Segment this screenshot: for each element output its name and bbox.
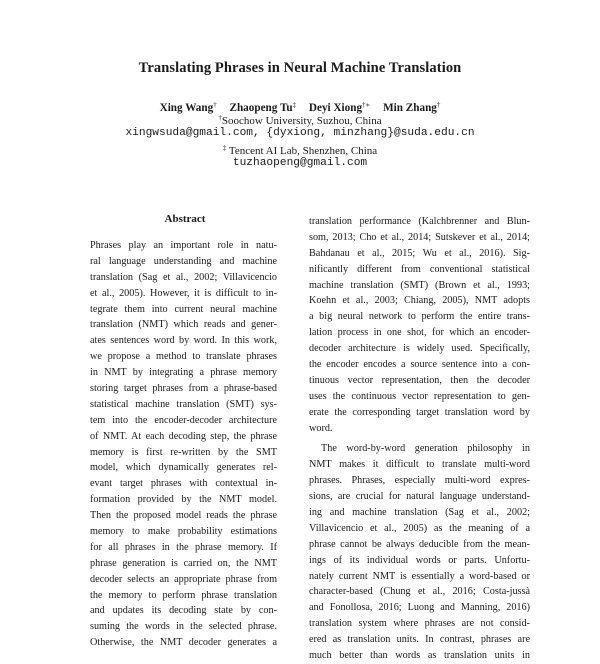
abstract-line: in NMT by integrating a phrase memory (90, 367, 277, 379)
paragraph-2-line: NMT makes it difficult to translate multi-word (309, 459, 530, 471)
abstract-line: evant target phrases with contextual in- (90, 478, 277, 490)
paragraph-1-line: word. (309, 422, 333, 434)
paragraph-1-line: lation process in one shot, for which an encoder- (309, 327, 530, 339)
abstract-line: et al., 2005). However, it is difficult to in- (90, 287, 277, 299)
paragraph-1-line: uses the continuous vector representation to gen- (309, 390, 530, 402)
paragraph-2-line: much better than words as translation units in (309, 650, 530, 662)
paragraph-2-line: Villavicencio et al., 2005) as the meaning of a (309, 522, 530, 534)
abstract-line: we propose a method to translate phrases (90, 351, 277, 363)
affiliation-1-email: xingwsuda@gmail.com, {dyxiong, minzhang}@suda.edu.cn (125, 127, 475, 139)
abstract-body (90, 238, 277, 651)
paragraph-2-line: and Fonollosa, 2016; Luong and Manning, 2016) (309, 602, 530, 614)
abstract-line: storing target phrases from a phrase-based (90, 383, 277, 395)
paragraph-1-line: nificantly different from conventional statistical (309, 263, 530, 275)
paragraph-2-line: translation system where phrases are not consid- (309, 618, 530, 630)
abstract-line: ral language understanding and machine (90, 255, 277, 267)
abstract-line: translation (Sag et al., 2002; Villavicencio (90, 271, 277, 283)
paragraph-1-line: machine translation (SMT) (Brown et al., 1993; (309, 279, 530, 291)
abstract-line: for all phrases in the phrase memory. If (90, 541, 277, 553)
affiliation-2: ‡ Tencent AI Lab, Shenzhen, China (222, 144, 378, 157)
abstract-line: statistical machine translation (SMT) sys- (90, 398, 277, 410)
author-3: Deyi Xiong†∗ (308, 101, 371, 114)
abstract-line: Then the proposed model reads the phrase (90, 510, 277, 522)
paragraph-2-line: nately current NMT is essentially a word-based or (309, 570, 530, 582)
abstract-line: decoder selects an appropriate phrase from (90, 573, 277, 585)
abstract-line: and updates its decoding state by con- (90, 605, 277, 617)
abstract-line: model, which dynamically generates rel- (90, 462, 277, 474)
abstract-line: of NMT. At each decoding step, the phrase (90, 430, 277, 442)
abstract-line: formation provided by the NMT model. (90, 494, 277, 506)
abstract-line: the memory to perform phrase translation (90, 589, 277, 601)
paragraph-1-line: som, 2013; Cho et al., 2014; Sutskever et al., 2014; (309, 231, 530, 243)
affiliation-1: †Soochow University, Suzhou, China (218, 114, 382, 127)
abstract-line: tem into the encoder-decoder architecture (90, 414, 277, 426)
affiliation-2-email: tuzhaopeng@gmail.com (232, 157, 368, 169)
paragraph-2-line: character-based (Chung et al., 2016; Costa-jussà (309, 586, 530, 598)
paragraph-1-line: Bahdanau et al., 2015; Wu et al., 2016). Sig- (309, 247, 530, 259)
paragraph-1-line: decoder architecture is widely used. Specifically, (309, 343, 530, 355)
abstract-line: ates sentences word by word. In this work, (90, 335, 277, 347)
author-2: Zhaopeng Tu‡ (229, 101, 297, 114)
abstract-line: suming the words in the selected phrase. (90, 621, 277, 633)
abstract-line: tegrate them into current neural machine (90, 303, 277, 315)
paragraph-1-line: erate the corresponding target translation word by (309, 406, 530, 418)
introduction-body (309, 214, 530, 664)
paragraph-2-line: ings of its individual words or parts. Unfortu- (309, 554, 530, 566)
abstract-line: memory is first re-written by the SMT (90, 446, 277, 458)
abstract-line: Otherwise, the NMT decoder generates a (90, 637, 277, 649)
paragraph-2-line: phrases. Phrases, especially multi-word expres- (309, 475, 530, 487)
abstract-line: Phrases play an important role in natu- (90, 240, 277, 251)
author-4: Min Zhang† (383, 101, 441, 114)
abstract-line: translation (NMT) which reads and gener- (90, 319, 277, 331)
abstract-heading: Abstract (164, 213, 206, 225)
paragraph-1-line: the encoder encodes a source sentence into a con- (309, 359, 530, 371)
paragraph-2-line: sions, are crucial for natural language understand- (309, 491, 530, 503)
paragraph-2-line: phrase cannot be always deducible from the mean- (309, 538, 530, 550)
abstract-line: memory to make probability estimations (90, 526, 277, 538)
paper-title: Translating Phrases in Neural Machine Translation (138, 60, 462, 76)
author-1: Xing Wang† (159, 101, 217, 114)
paragraph-1-line: a big neural network to perform the entire trans- (309, 311, 530, 323)
abstract-line: phrase generation is carried on, the NMT (90, 557, 277, 569)
paragraph-1-line: tinuous vector representation, then the decoder (309, 374, 530, 386)
paragraph-2-line: ing and machine translation (Sag et al., 2002; (309, 507, 530, 519)
paragraph-2-line: The word-by-word generation philosophy in (321, 443, 530, 455)
paragraph-2-line: ered as translation units. In contrast, phrases are (309, 634, 530, 646)
paragraph-1-line: Koehn et al., 2003; Chiang, 2005), NMT adopts (309, 295, 530, 307)
paragraph-1-line: translation performance (Kalchbrenner and Blun- (309, 216, 530, 227)
